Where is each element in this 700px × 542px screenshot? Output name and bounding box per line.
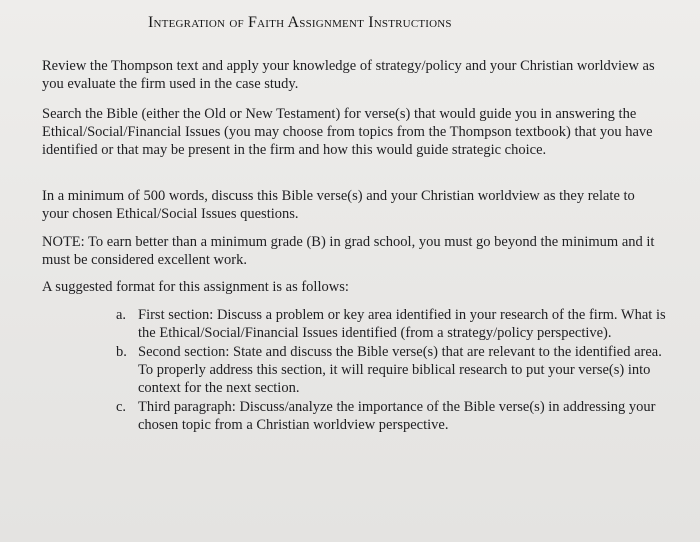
list-marker: c.	[116, 399, 127, 415]
list-item	[114, 398, 674, 434]
list-marker: b.	[116, 344, 127, 360]
list-marker: a.	[116, 307, 127, 323]
list-item-text: Third paragraph: Discuss/analyze the importance of the Bible verse(s) in addressing your chosen topic from a Christian worldview perspective.	[138, 399, 656, 433]
document-title: Integration of Faith Assignment Instructions	[148, 14, 452, 31]
instruction-paragraph-format: A suggested format for this assignment is as follows:	[42, 279, 349, 295]
instruction-paragraph-word-count: In a minimum of 500 words, discuss this Bible verse(s) and your Christian worldview as they relate to your chosen Ethical/Social Issues questions.	[42, 188, 635, 222]
list-item	[114, 343, 674, 397]
list-item-text: First section: Discuss a problem or key area identified in your research of the firm. What is the Ethical/Social/Financial Issues identified (from a strategy/policy perspective).	[138, 307, 666, 341]
format-list	[114, 306, 674, 435]
instruction-paragraph-note: NOTE: To earn better than a minimum grade (B) in grad school, you must go beyond the minimum and it must be considered excellent work.	[42, 234, 655, 268]
instruction-paragraph-review: Review the Thompson text and apply your knowledge of strategy/policy and your Christian worldview as you evaluate the firm used in the case study.	[42, 58, 655, 92]
list-item	[114, 306, 674, 342]
list-item-text: Second section: State and discuss the Bible verse(s) that are relevant to the identified area. To properly address this section, it will require biblical research to put your verse(s) into context for the next section.	[138, 344, 662, 396]
instruction-paragraph-search: Search the Bible (either the Old or New Testament) for verse(s) that would guide you in answering the Ethical/Social/Financial Issues (you may choose from topics from the Thompson textbook) that you have identified or that may be present in the firm and how this would guide strategic choice.	[42, 106, 653, 158]
